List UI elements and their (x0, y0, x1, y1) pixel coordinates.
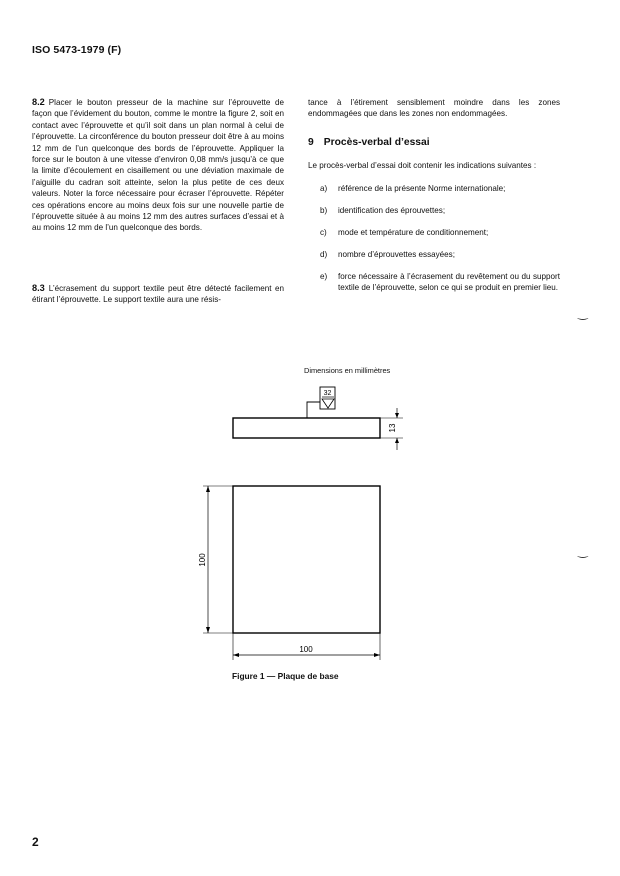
section-text: Le procès-verbal d’essai doit contenir les indications suivantes : (308, 161, 537, 170)
list-item-label: d) (320, 250, 328, 259)
thickness-label: 13 (388, 423, 397, 433)
list-item-label: e) (320, 272, 328, 281)
list-item-text: identification des éprouvettes; (338, 206, 446, 215)
plate-top-view (233, 486, 380, 633)
section-number: 9 (308, 137, 314, 148)
section-text: Placer le bouton presseur de la machine sur l’éprouvette de façon que l’évidement du bouton, comme le montre la figure 2, soit en contact avec l’éprouvette et qu’il soit dans un plan normal à celui de l’éprouvette. La circonférence du bouton presseur doit être à au moins 12 mm de l’un quelconque des bords de l’éprouvette. Appliquer la force sur le bouton à une vitesse d’environ 0,08 mm/s jusqu’à ce que la limite d’écoulement en cisaillement ou une déviation maximale de l’aiguille du cadran soit atteinte, selon la plus petite de ces deux valeurs. Noter la force nécessaire pour écraser l’éprouvette. Répéter ces opérations encore au moins deux fois sur une nouvelle partie de l’éprouvette située à au moins 12 mm des autres surfaces d’essai et à au moins 12 mm de l’un quelconque des bords. (32, 98, 284, 233)
section-text: L’écrasement du support textile peut être détecté facilement en étirant l’éprouvette. Le support textile aura une résis- (32, 284, 284, 305)
list-item-text: nombre d’éprouvettes essayées; (338, 250, 455, 259)
dimension-note: Dimensions en millimètres (304, 366, 391, 375)
plate-side-view (233, 418, 380, 438)
margin-mark-icon: ‿ (578, 306, 588, 320)
list-item-text: mode et température de conditionnement; (338, 228, 489, 237)
section-text: tance à l’étirement sensiblement moindre dans les zones endommagées que dans les zones non endommagées. (308, 98, 560, 119)
section-number: 8.2 (32, 97, 45, 107)
width-label: 100 (299, 645, 313, 654)
list-item-text: référence de la présente Norme internationale; (338, 184, 506, 193)
list-item-label: c) (320, 228, 327, 237)
surface-value: 32 (323, 390, 332, 397)
document-header: ISO 5473-1979 (F) (32, 44, 122, 56)
list-item-label: a) (320, 184, 328, 193)
list-item-text: force nécessaire à l’écrasement du revêtement ou du support textile de l’éprouvette, selon ce qui se produit en premier lieu. (338, 272, 560, 293)
surface-symbol-leader (307, 402, 320, 418)
page-number: 2 (32, 835, 39, 849)
surface-finish-icon (322, 399, 334, 408)
list-item-label: b) (320, 206, 328, 215)
margin-mark-icon: ‿ (578, 544, 588, 558)
figure-caption: Figure 1 — Plaque de base (232, 671, 339, 681)
section-number: 8.3 (32, 283, 45, 293)
height-label: 100 (198, 553, 207, 567)
section-title: Procès-verbal d’essai (323, 137, 430, 148)
